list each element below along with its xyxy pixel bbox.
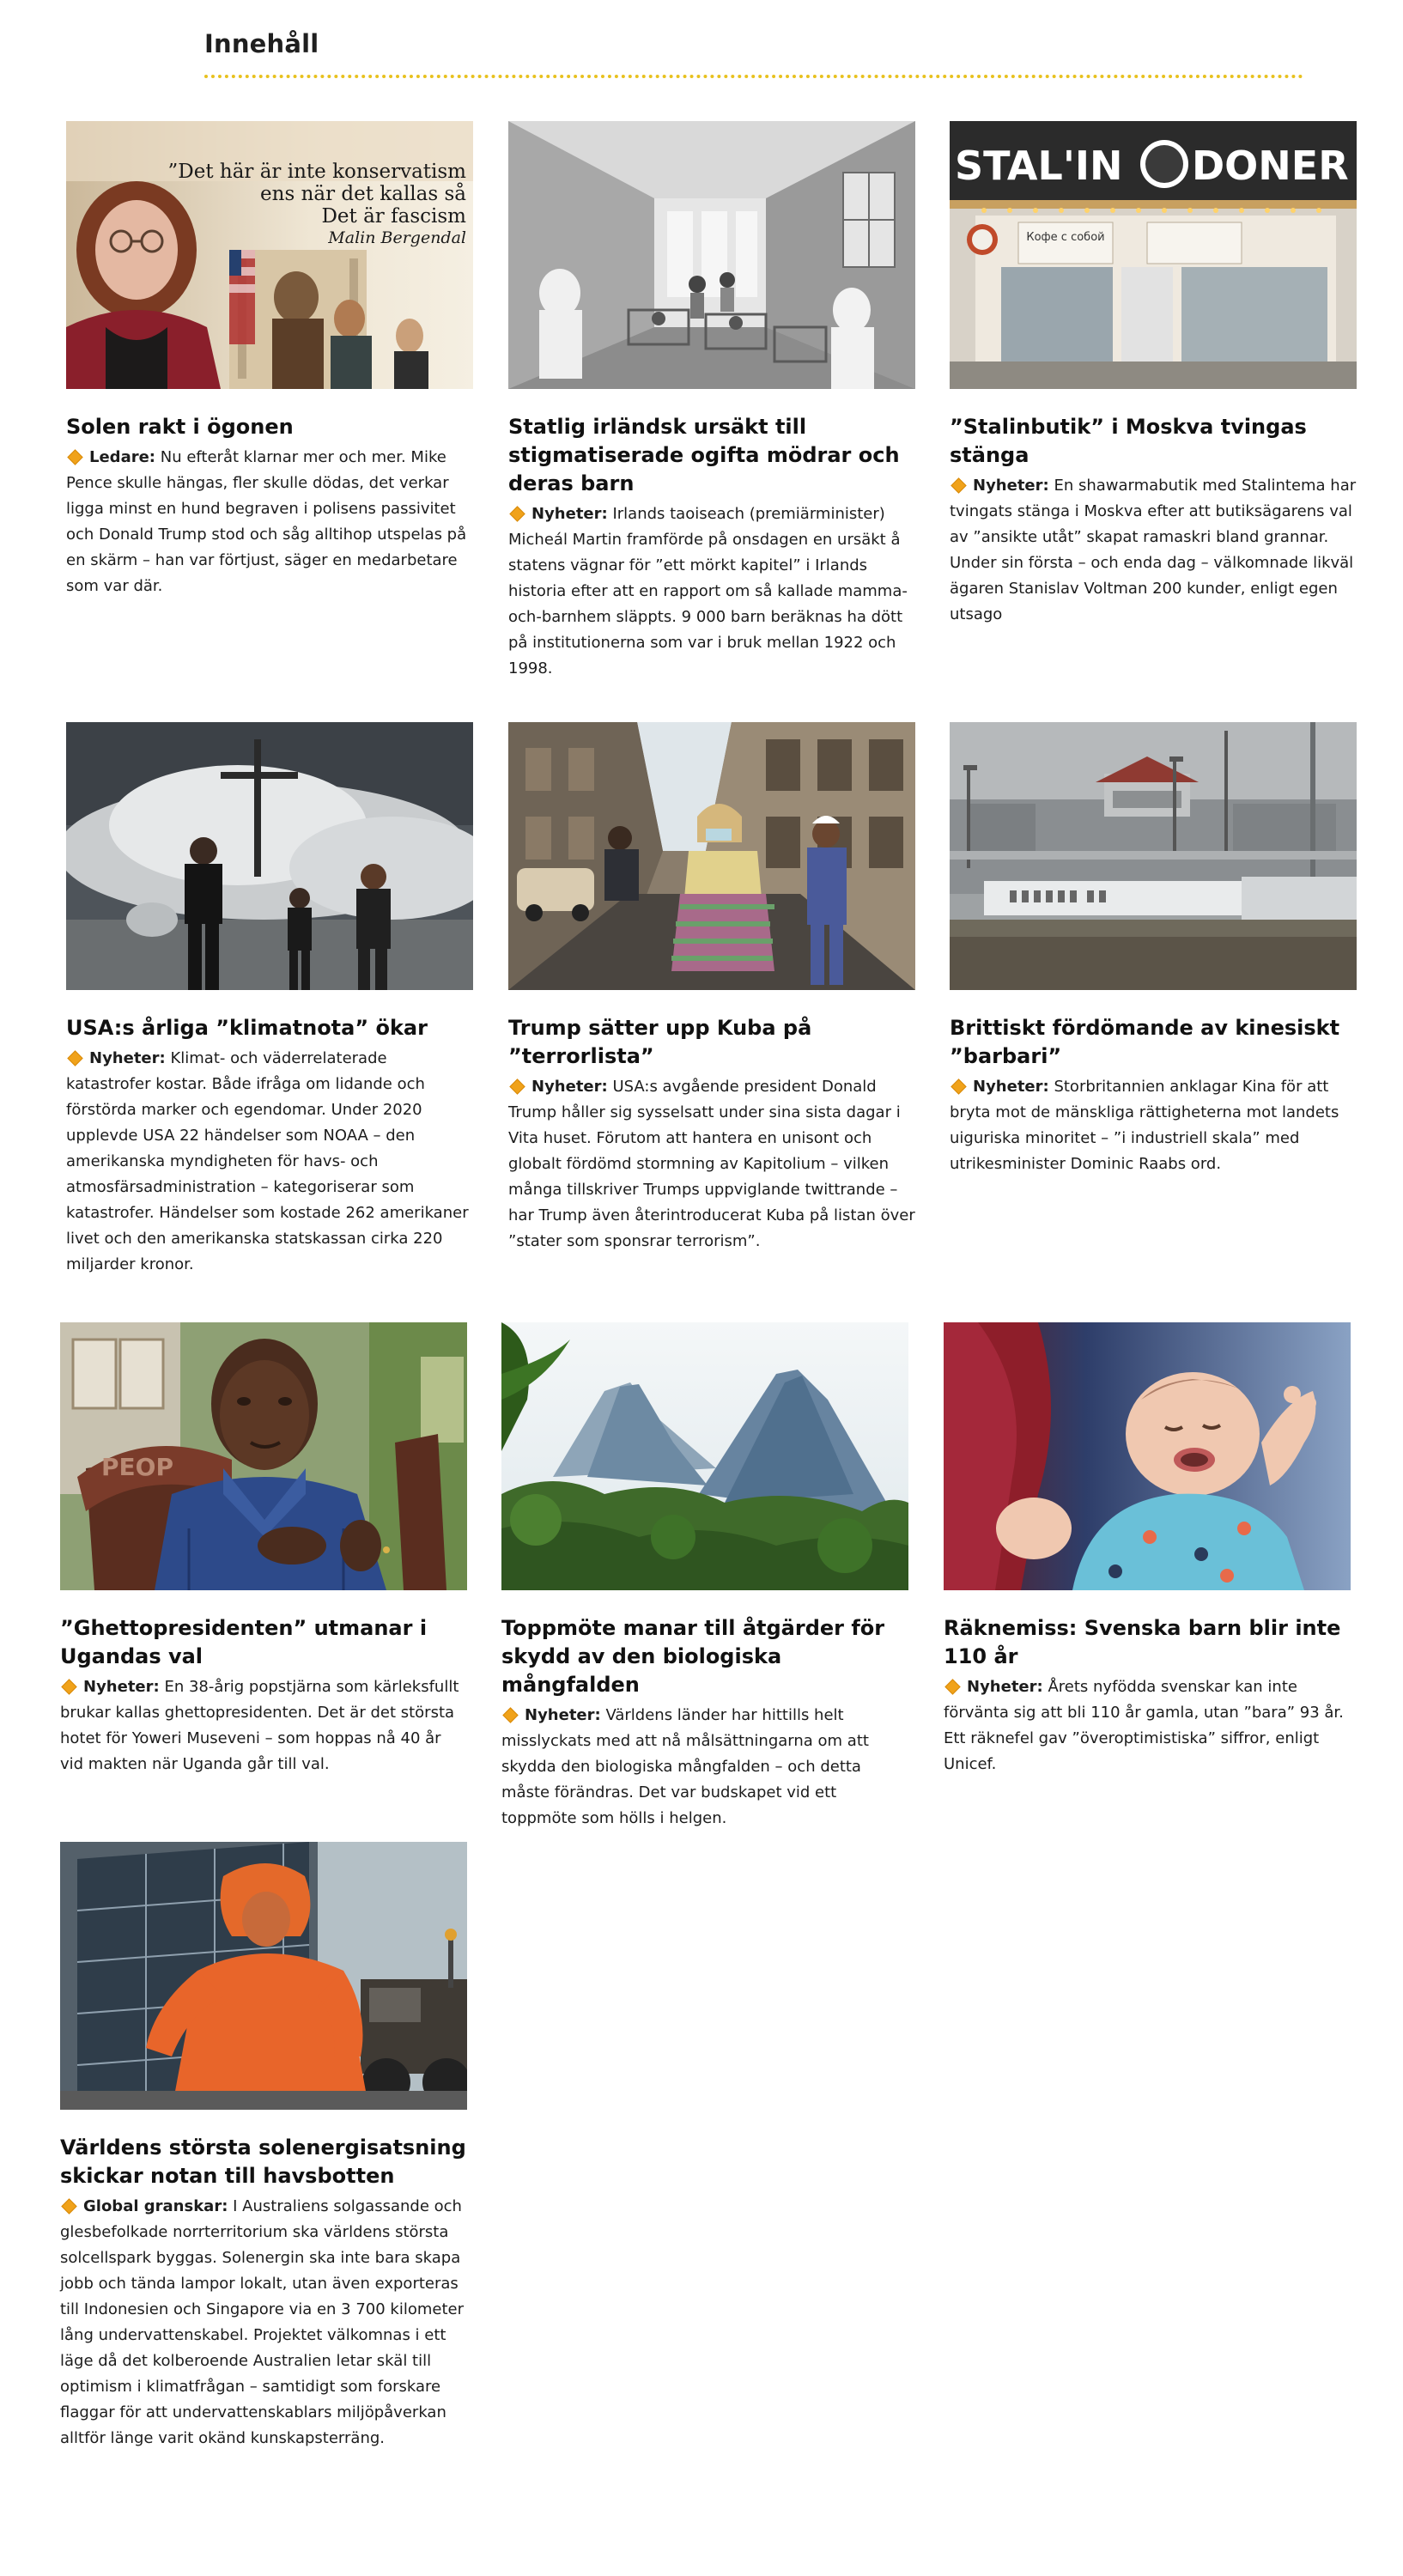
article-image-graphic (508, 121, 915, 389)
diamond-icon (67, 449, 82, 465)
article-category: Ledare: (89, 448, 155, 466)
diamond-icon (502, 1707, 518, 1722)
diamond-icon (61, 2198, 76, 2214)
article-card[interactable] (60, 1322, 467, 1777)
article-image[interactable] (950, 121, 1357, 389)
article-text-second-line: Ett räknefel gav ”överoptimistiska” siffror, enligt Unicef. (944, 1729, 1320, 1773)
article-card[interactable] (950, 121, 1357, 628)
article-text: Klimat- och väderrelaterade katastrofer kostar. Både ifråga om lidande och förstörda marker och egendomar. Under 2020 upplevde USA 22 händelser som NOAA – den amerikanska myndigheten för havs- och atmosfärsadministration – kategoriserar som katastrofer. Händelser som kostade 262 amerikaner livet och den amerikanska statskassan cirka 220 miljarder kronor. (66, 1049, 469, 1273)
article-image[interactable] (501, 1322, 908, 1590)
article-text: Världens länder har hittills helt misslyckats med att nå målsättningarna om att skydda den biologiska mångfalden – och detta måste förändras. Det var budskapet vid ett toppmöte som hölls i helgen. (501, 1706, 869, 1827)
image-quote-author: Malin Bergendal (328, 228, 466, 247)
diamond-icon (951, 477, 966, 493)
article-image[interactable] (508, 121, 915, 389)
article-category: Nyheter: (525, 1706, 601, 1724)
article-category: Nyheter: (967, 1678, 1043, 1696)
article-title[interactable]: Solen rakt i ögonen (66, 415, 294, 439)
article-card[interactable] (66, 121, 473, 599)
article-title[interactable]: ”Ghettopresidenten” utmanar i Ugandas val (60, 1616, 428, 1668)
article-image[interactable] (508, 722, 915, 990)
article-teaser (950, 473, 1357, 628)
article-image-graphic (950, 121, 1357, 389)
image-quote-line: Det är fascism (321, 205, 466, 228)
article-teaser (508, 501, 915, 682)
diamond-icon (509, 506, 525, 521)
article-image-graphic (60, 1842, 467, 2110)
article-image[interactable] (950, 722, 1357, 990)
image-quote-line: ”Det här är inte konservatism (167, 161, 466, 183)
article-title[interactable]: Statlig irländsk ursäkt till stigmatiserade ogifta mödrar och deras barn (508, 415, 900, 495)
article-text: Nu efteråt klarnar mer och mer. Mike Pence skulle hängas, fler skulle dödas, det verkar ligga minst en hund begraven i polisens passivitet och Donald Trump stod och såg alltihop utspelas på en skärm – han var förtjust, säger en medarbetare som var där. (66, 448, 467, 595)
article-title[interactable]: Brittiskt fördömande av kinesiskt ”barbari” (950, 1016, 1340, 1068)
article-image-graphic (950, 722, 1357, 990)
article-image[interactable] (60, 1842, 467, 2110)
image-sign-text: DONER (1192, 143, 1349, 189)
article-category: Nyheter: (531, 1078, 608, 1096)
article-category: Nyheter: (531, 505, 608, 523)
article-image-graphic (66, 121, 473, 389)
section-divider (204, 75, 1303, 78)
article-text: USA:s avgående president Donald Trump håller sig sysselsatt under sina sista dagar i Vita huset. Förutom att hantera en unisont och globalt fördömd stormning av Kapitolium – vilken många tillskriver Trumps uppviglande twittrande – har Trump även återintroducerat Kuba på listan över ”stater som sponsrar terrorism”. (508, 1078, 915, 1250)
article-title[interactable]: Trump sätter upp Kuba på ”terrorlista” (508, 1016, 812, 1068)
article-image[interactable] (66, 121, 473, 389)
article-category: Nyheter: (83, 1678, 160, 1696)
diamond-icon (951, 1078, 966, 1094)
article-image[interactable] (944, 1322, 1351, 1590)
image-sign-text: STAL'IN (955, 143, 1123, 189)
article-image-graphic (501, 1322, 908, 1590)
article-card[interactable] (60, 1842, 467, 2451)
article-card[interactable] (508, 121, 915, 682)
article-category: Nyheter: (973, 1078, 1049, 1096)
article-category: Nyheter: (89, 1049, 166, 1067)
article-image-graphic (508, 722, 915, 990)
article-teaser (950, 1074, 1357, 1177)
article-title[interactable]: Räknemiss: Svenska barn blir inte 110 år (944, 1616, 1341, 1668)
image-chair-text: PEOP (101, 1453, 173, 1481)
article-image-graphic (66, 722, 473, 990)
article-card[interactable] (508, 722, 915, 1255)
diamond-icon (61, 1679, 76, 1694)
image-window-text: Кофе с собой (1026, 231, 1105, 244)
section-header (204, 29, 1303, 58)
article-image[interactable] (66, 722, 473, 990)
diamond-icon (509, 1078, 525, 1094)
article-teaser (508, 1074, 915, 1255)
article-teaser (66, 445, 473, 599)
article-card[interactable] (501, 1322, 908, 1832)
article-card[interactable] (944, 1322, 1351, 1777)
article-teaser (66, 1046, 473, 1278)
article-text: I Australiens solgassande och glesbefolkade norrterritorium ska världens största solcellspark byggas. Solenergin ska inte bara skapa jobb och tända lampor lokalt, utan även exporteras till Indonesien och Singapore via en 3 700 kilometer lång undervattenskabel. Projektet välkomnas i ett läge då det kolberoende Australien letar skäl till optimism i klimatfrågan – samtidigt som forskare flaggar för att undervattenskablars miljöpåverkan alltför länge varit okänd kunskapsterräng. (60, 2197, 465, 2447)
diamond-icon (67, 1050, 82, 1066)
article-title[interactable]: ”Stalinbutik” i Moskva tvingas stänga (950, 415, 1307, 467)
article-text: En 38-årig popstjärna som kärleksfullt brukar kallas ghettopresidenten. Det är det största hotet för Yoweri Museveni – som hoppas nå 40 år vid makten när Uganda går till val. (60, 1678, 459, 1773)
article-text: Irlands taoiseach (premiärminister) Micheál Martin framförde på onsdagen en ursäkt å statens vägnar för ”ett mörkt kapitel” i Irlands historia efter att en rapport om så kallade mamma-och-barnhem släppts. 9 000 barn beräknas ha dött på institutionerna som var i bruk mellan 1922 och 1998. (508, 505, 908, 677)
article-text: En shawarmabutik med Stalintema har tvingats stänga i Moskva efter att butiksägarens val av ”ansikte utåt” skapat ramaskri bland grannar. Under sin första – och enda dag – välkomnade likväl ägaren Stanislav Voltman 200 kunder, enligt egen utsago (950, 477, 1357, 623)
article-image-graphic (944, 1322, 1351, 1590)
article-teaser (501, 1703, 908, 1832)
article-text: Årets nyfödda svenskar kan inte förvänta sig att bli 110 år gamla, utan ”bara” 93 år. (944, 1678, 1344, 1722)
article-card[interactable] (66, 722, 473, 1278)
article-title[interactable]: Toppmöte manar till åtgärder för skydd av den biologiska mångfalden (501, 1616, 885, 1697)
article-teaser (60, 2194, 467, 2451)
article-title[interactable]: Världens största solenergisatsning skickar notan till havsbotten (60, 2136, 466, 2188)
article-card[interactable] (950, 722, 1357, 1177)
section-title: Innehåll (204, 29, 319, 58)
article-image[interactable] (60, 1322, 467, 1590)
article-category: Nyheter: (973, 477, 1049, 495)
article-teaser (60, 1674, 467, 1777)
article-category: Global granskar: (83, 2197, 228, 2215)
image-quote-line: ens när det kallas så (260, 183, 466, 205)
article-text: Storbritannien anklagar Kina för att bryta mot de mänskliga rättigheterna mot landets uiguriska minoritet – ”i industriell skala” med utrikesminister Dominic Raabs ord. (950, 1078, 1339, 1173)
article-teaser (944, 1674, 1351, 1777)
article-image-graphic (60, 1322, 467, 1590)
diamond-icon (944, 1679, 960, 1694)
article-title[interactable]: USA:s årliga ”klimatnota” ökar (66, 1016, 428, 1040)
